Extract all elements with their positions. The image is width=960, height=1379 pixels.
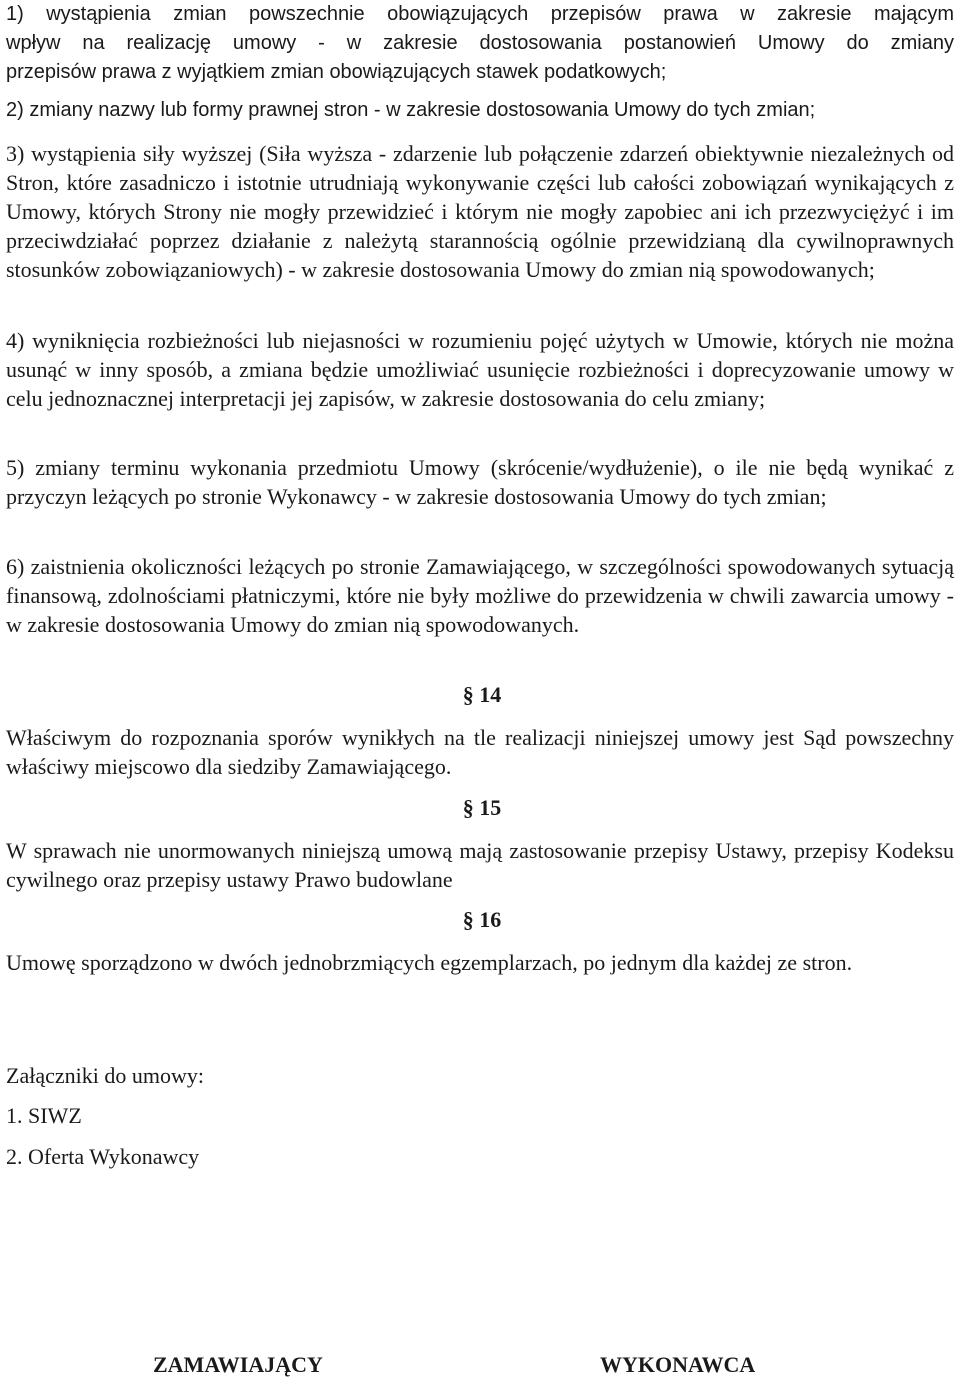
list-item-2: 2) zmiany nazwy lub formy prawnej stron - w zakresie dostosowania Umowy do tych zmian; (6, 99, 816, 121)
list-item-3: 3) wystąpienia siły wyższej (Siła wyższa - zdarzenie lub połączenie zdarzeń obiektywnie niezależnych od Stron, które zasadniczo i istotnie utrudniają wykonywanie części lub całości zobowiązań wynikających z Umowy, których Strony nie mogły przewidzieć i którym nie mogły zapobiec ani ich przezwyciężyć i im przeciwdziałać poprzez działanie z należytą starannością ogólnie przewidzianą dla cywilnoprawnych stosunków zobowiązaniowych) - w zakresie dostosowania Umowy do zmian nią spowodowanych; (6, 141, 954, 282)
attachment-item-2: 2. Oferta Wykonawcy (6, 1144, 200, 1169)
signature-contracting-party: ZAMAWIAJĄCY (153, 1352, 323, 1377)
list-item-5: 5) zmiany terminu wykonania przedmiotu Umowy (skrócenie/wydłużenie), o ile nie będą wynikać z przyczyn leżących po stronie Wykonawcy - w zakresie dostosowania Umowy do tych zmian; (6, 455, 954, 509)
section-14-text: Właściwym do rozpoznania sporów wynikłych na tle realizacji niniejszej umowy jest Sąd powszechny właściwy miejscowo dla siedziby Zamawiającego. (6, 725, 954, 779)
list-item-6: 6) zaistnienia okoliczności leżących po stronie Zamawiającego, w szczególności spowodowanych sytuacją finansową, zdolnościami płatniczymi, które nie były możliwe do przewidzenia w chwili zawarcia umowy - w zakresie dostosowania Umowy do zmian nią spowodowanych. (6, 554, 954, 637)
list-item-4: 4) wyniknięcia rozbieżności lub niejasności w rozumieniu pojęć użytych w Umowie, których nie można usunąć w inny sposób, a zmiana będzie umożliwiać usunięcie rozbieżności i doprecyzowanie umowy w celu jednoznacznej interpretacji jej zapisów, w zakresie dostosowania do celu zmiany; (6, 328, 954, 411)
item-1-line-3: przepisów prawa z wyjątkiem zmian obowiązujących stawek podatkowych; (6, 61, 667, 83)
item-1-line-1: 1) wystąpienia zmian powszechnie obowiązujących przepisów prawa w zakresie mającym (6, 3, 954, 25)
item-1-line-2: wpływ na realizację umowy - w zakresie dostosowania postanowień Umowy do zmiany (6, 32, 954, 54)
section-15-text: W sprawach nie unormowanych niniejszą umową mają zastosowanie przepisy Ustawy, przepisy Kodeksu cywilnego oraz przepisy ustawy Prawo budowlane (6, 838, 954, 892)
list-item-1 (6, 0, 954, 87)
section-14-heading: § 14 (462, 682, 502, 707)
section-16-text: Umowę sporządzono w dwóch jednobrzmiących egzemplarzach, po jednym dla każdej ze stron. (6, 950, 853, 975)
attachment-item-1: 1. SIWZ (6, 1103, 82, 1128)
section-15-heading: § 15 (462, 795, 502, 820)
signature-contractor: WYKONAWCA (600, 1352, 756, 1377)
attachments-heading: Załączniki do umowy: (6, 1063, 204, 1088)
section-16-heading: § 16 (462, 907, 502, 932)
